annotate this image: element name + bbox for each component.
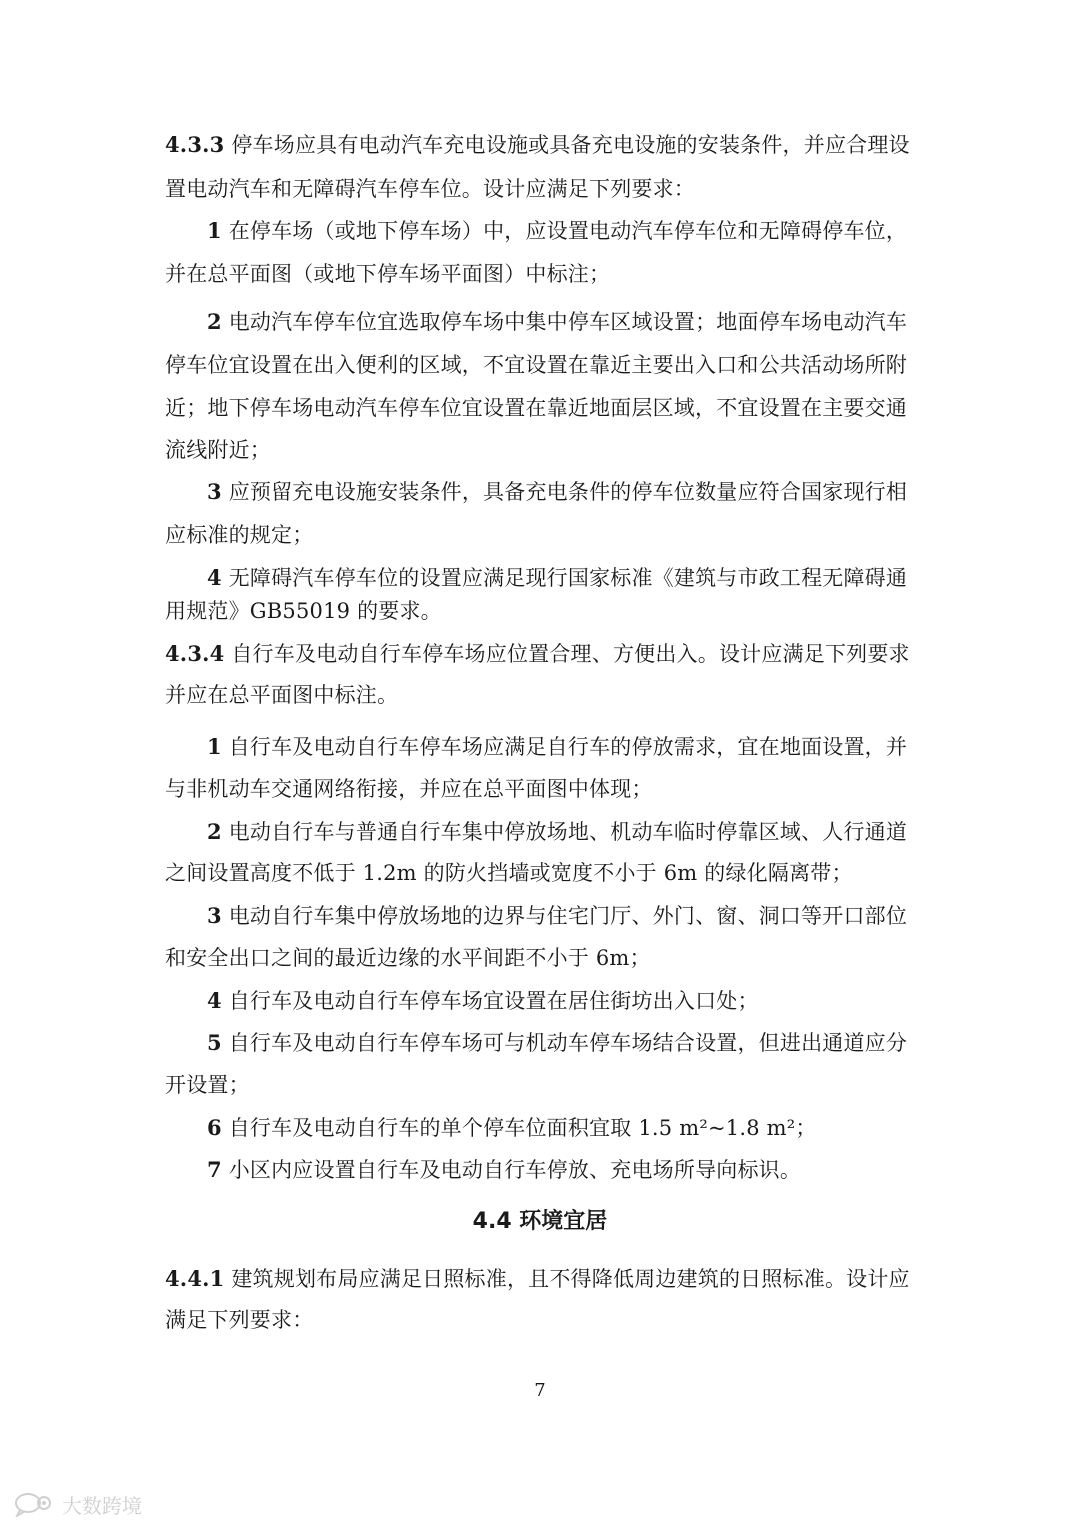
item-2-line-1: 2 电动汽车停车位宜选取停车场中集中停车区域设置；地面停车场电动汽车 [207, 309, 908, 334]
item-6b-line-1: 6 自行车及电动自行车的单个停车位面积宜取 1.5 m²~1.8 m²； [207, 1115, 817, 1140]
item-2-line-3: 近；地下停车场电动汽车停车位宜设置在靠近地面层区域，不宜设置在主要交通 [165, 396, 907, 420]
item-4b-line-1: 4 自行车及电动自行车停车场宜设置在居住街坊出入口处； [207, 988, 759, 1013]
watermark-text: 大数跨境 [62, 1493, 142, 1518]
item-3-line-2: 应标准的规定； [165, 523, 314, 547]
item-1-line-1: 1 在停车场（或地下停车场）中，应设置电动汽车停车位和无障碍停车位， [207, 218, 908, 243]
item-2b-line-1: 2 电动自行车与普通自行车集中停放场地、机动车临时停靠区域、人行通道 [207, 819, 908, 844]
page-number: 7 [534, 1380, 546, 1401]
item-2-line-2: 停车位宜设置在出入便利的区域，不宜设置在靠近主要出入口和公共活动场所附 [165, 353, 907, 377]
watermark [14, 1490, 142, 1518]
item-3b-line-1: 3 电动自行车集中停放场地的边界与住宅门厅、外门、窗、洞口等开口部位 [207, 903, 908, 928]
item-5b-line-1: 5 自行车及电动自行车停车场可与机动车停车场结合设置，但进出通道应分 [207, 1030, 908, 1055]
item-1b-line-2: 与非机动车交通网络衔接，并应在总平面图中体现； [165, 777, 653, 801]
clause-4-4-1-line-2: 满足下列要求： [165, 1308, 314, 1332]
item-7b-line-1: 7 小区内应设置自行车及电动自行车停放、充电场所导向标识。 [207, 1157, 802, 1182]
item-2b-line-2: 之间设置高度不低于 1.2m 的防火挡墙或宽度不小于 6m 的绿化隔离带； [165, 861, 853, 885]
item-4-line-2: 用规范》GB55019 的要求。 [165, 599, 442, 623]
item-3-line-1: 3 应预留充电设施安装条件，具备充电条件的停车位数量应符合国家现行相 [207, 479, 908, 504]
item-1-line-2: 并在总平面图（或地下停车场平面图）中标注； [165, 262, 611, 286]
clause-4-3-4-line-2: 并应在总平面图中标注。 [165, 683, 399, 707]
clause-4-4-1-line-1: 4.4.1 建筑规划布局应满足日照标准，且不得降低周边建筑的日照标准。设计应 [165, 1266, 910, 1291]
speech-bubble-logo-icon [14, 1491, 56, 1517]
clause-4-3-3-line-1: 4.3.3 停车场应具有电动汽车充电设施或具备充电设施的安装条件，并应合理设 [165, 132, 910, 157]
item-5b-line-2: 开设置； [165, 1073, 250, 1097]
item-1b-line-1: 1 自行车及电动自行车停车场应满足自行车的停放需求，宜在地面设置，并 [207, 734, 908, 759]
clause-4-3-4-line-1: 4.3.4 自行车及电动自行车停车场应位置合理、方便出入。设计应满足下列要求 [165, 641, 910, 666]
clause-4-3-3-line-2: 置电动汽车和无障碍汽车停车位。设计应满足下列要求： [165, 177, 695, 201]
item-3b-line-2: 和安全出口之间的最近边缘的水平间距不小于 6m； [165, 946, 651, 970]
item-4-line-1: 4 无障碍汽车停车位的设置应满足现行国家标准《建筑与市政工程无障碍通 [207, 565, 908, 590]
section-heading: 4.4 环境宜居 [472, 1209, 608, 1234]
item-2-line-4: 流线附近； [165, 438, 271, 462]
